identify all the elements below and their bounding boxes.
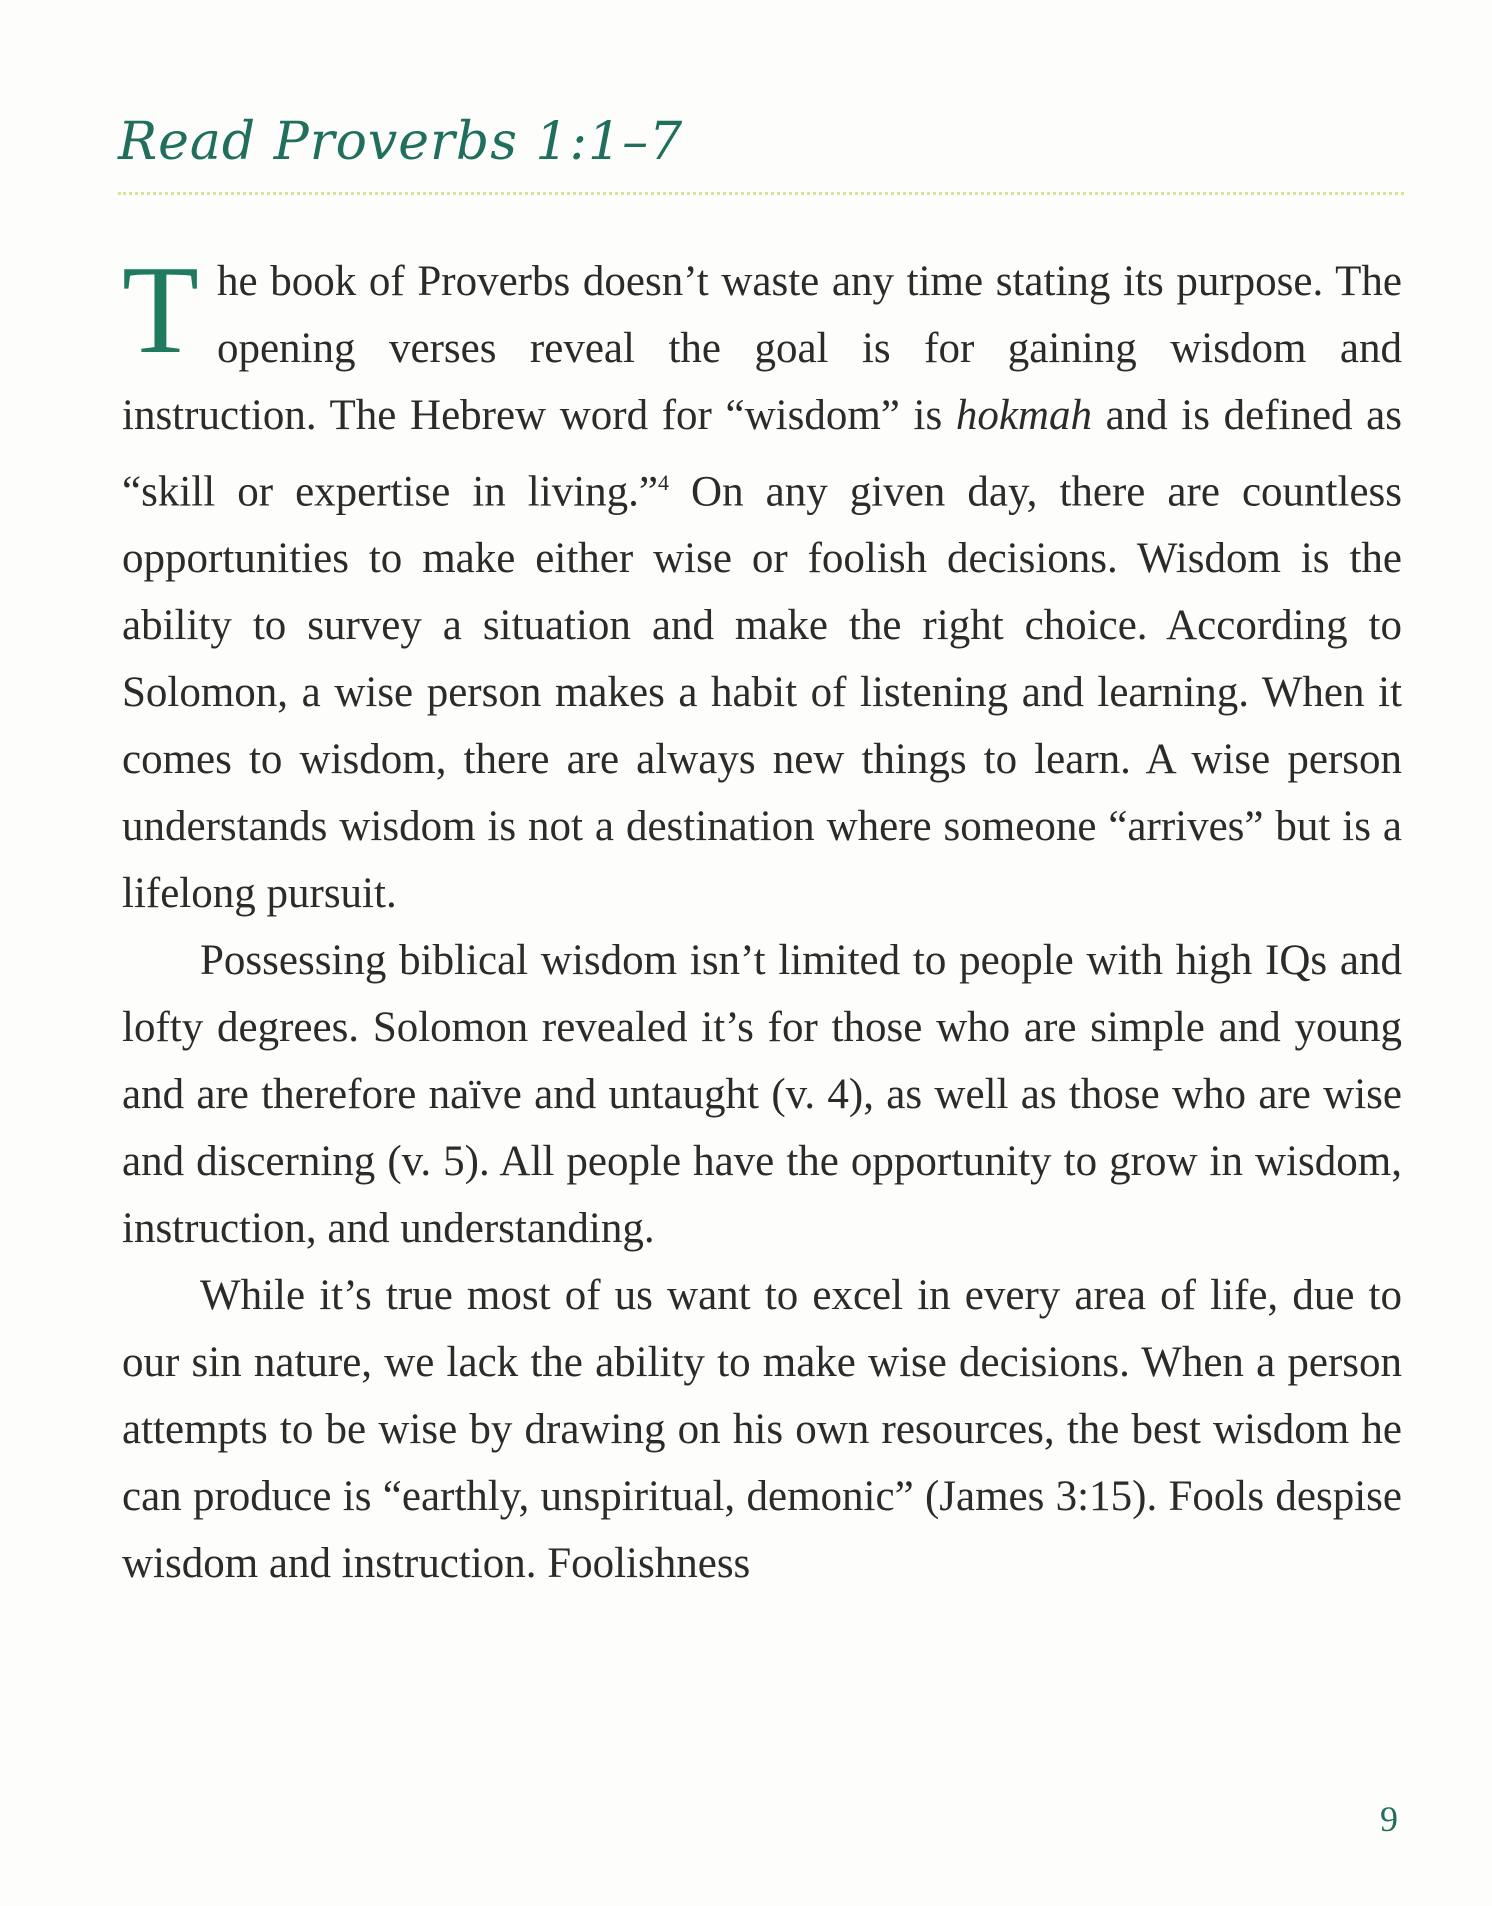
paragraph-3: While it’s true most of us want to excel in every area of life, due to our sin nature, we lack the ability to make wise decisions. When a person attempts to be wise by drawing on his own resources, the best wisdom he can produce is “earthly, unspiritual, demonic” (James 3:15). Fools despise wisdom and instruction. Foolishness bbox=[122, 1272, 1402, 1588]
hebrew-term: hokmah bbox=[955, 392, 1092, 439]
section-heading: Read Proverbs 1:1–7 bbox=[118, 112, 684, 172]
paragraph-1-text-b: and is defined as “skill or expertise in living.” bbox=[122, 392, 1402, 516]
body-text bbox=[122, 241, 1402, 1597]
drop-cap: T bbox=[122, 241, 199, 380]
paragraph-1-text-a: he book of Proverbs doesn’t waste any time stating its purpose. The opening verses reveal the goal is for gaining wisdom and instruction. The Hebrew word for “wisdom” is bbox=[122, 258, 1402, 439]
dotted-divider bbox=[118, 192, 1404, 195]
paragraph-1 bbox=[122, 241, 1402, 927]
footnote-marker: 4 bbox=[658, 470, 669, 495]
paragraph-1-text-c: On any given day, there are countless opportunities to make either wise or foolish decisions. Wisdom is the ability to survey a situation and make the right choice. According to Solomon, a wise person makes a habit of listening and learning. When it comes to wisdom, there are always new things to learn. A wise person understands wisdom is not a destination where someone “arrives” but is a lifelong pursuit. bbox=[122, 468, 1402, 918]
paragraph-2: Possessing biblical wisdom isn’t limited to people with high IQs and lofty degrees. Solomon revealed it’s for those who are simple and young and are therefore naïve and untaught (v. 4), as well as those who are wise and discerning (v. 5). All people have the opportunity to grow in wisdom, instruction, and understanding. bbox=[122, 937, 1402, 1253]
page-number: 9 bbox=[1380, 1799, 1398, 1839]
